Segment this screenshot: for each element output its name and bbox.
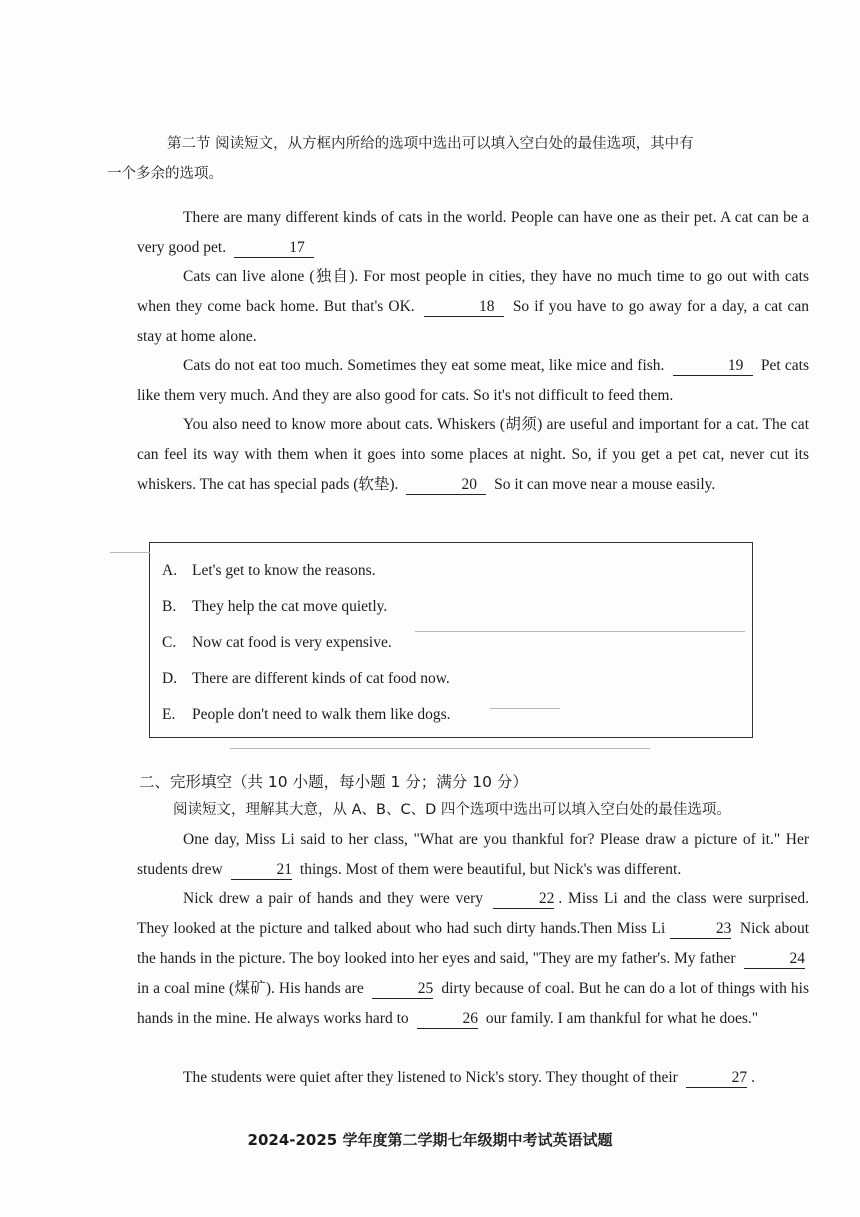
blank-23[interactable]: 23 xyxy=(670,920,732,939)
option-text: Let's get to know the reasons. xyxy=(192,562,376,579)
option-text: Now cat food is very expensive. xyxy=(192,634,392,651)
passage2-p2-f: our family. I am thankful for what he does." xyxy=(485,1010,759,1027)
page-footer-title: 2024-2025 学年度第二学期七年级期中考试英语试题 xyxy=(247,1131,613,1149)
option-letter: E. xyxy=(162,706,176,723)
scan-artifact-line xyxy=(490,708,560,709)
option-text: People don't need to walk them like dogs. xyxy=(192,706,451,723)
blank-17[interactable]: 17 xyxy=(234,239,314,258)
section-heading-line1: 第二节 阅读短文，从方框内所给的选项中选出可以填入空白处的最佳选项，其中有 xyxy=(167,136,694,152)
passage1-p3-before: Cats do not eat too much. Sometimes they eat some meat, like mice and fish. xyxy=(183,357,665,374)
passage2-p2-e: dirty because of coal. But he can do a lot of things with his hands in the mine. He always works hard to xyxy=(137,980,810,1027)
options-box xyxy=(149,542,753,738)
section-heading-line2: 一个多余的选项。 xyxy=(107,166,223,182)
passage2-p2-b: . Miss Li and the class were surprised. They looked at the picture and talked about who had such dirty hands.Then Miss Li xyxy=(137,890,809,937)
passage2-p1-before: One day, Miss Li said to her class, "What are you thankful for? Please draw a picture of it." Her students drew xyxy=(137,831,809,878)
blank-26[interactable]: 26 xyxy=(417,1010,479,1029)
blank-27[interactable]: 27 xyxy=(686,1069,748,1088)
blank-18[interactable]: 18 xyxy=(424,298,504,317)
passage1-paragraph-1 xyxy=(137,203,809,263)
option-c[interactable] xyxy=(162,632,392,654)
option-b[interactable] xyxy=(162,596,387,618)
passage1-p3-after: Pet cats like them very much. And they are also good for cats. So it's not difficult to feed them. xyxy=(137,357,810,404)
passage2-p2-a: Nick drew a pair of hands and they were very xyxy=(183,890,484,907)
passage1-p1-text: There are many different kinds of cats in the world. People can have one as their pet. A cat can be a very good pet. xyxy=(137,209,809,256)
blank-21[interactable]: 21 xyxy=(231,861,293,880)
option-a[interactable] xyxy=(162,560,376,582)
passage2-paragraph-1 xyxy=(137,825,809,885)
passage2-paragraph-3 xyxy=(137,1063,809,1093)
option-text: There are different kinds of cat food now. xyxy=(192,670,450,687)
passage2-p3-before: The students were quiet after they listened to Nick's story. They thought of their xyxy=(183,1069,678,1086)
scan-artifact-line xyxy=(110,552,150,553)
blank-19[interactable]: 19 xyxy=(673,357,753,376)
blank-25[interactable]: 25 xyxy=(372,980,434,999)
passage2-p2-c: Nick about the hands in the picture. The boy looked into her eyes and said, "They are my father's. My father xyxy=(137,920,809,967)
option-e[interactable] xyxy=(162,704,451,726)
blank-20[interactable]: 20 xyxy=(406,476,486,495)
blank-22[interactable]: 22 xyxy=(493,890,555,909)
passage2-p2-d: in a coal mine (煤矿). His hands are xyxy=(137,980,364,997)
passage2-p1-after: things. Most of them were beautiful, but Nick's was different. xyxy=(299,861,682,878)
blank-24[interactable]: 24 xyxy=(744,950,806,969)
section2-title: 二、完形填空（共 10 小题，每小题 1 分；满分 10 分） xyxy=(139,773,528,791)
passage1-paragraph-2 xyxy=(137,262,809,352)
option-letter: C. xyxy=(162,634,177,651)
section-heading xyxy=(107,129,809,189)
passage2-p3-after: . xyxy=(751,1069,756,1086)
passage1-p4-before: You also need to know more about cats. Whiskers (胡须) are useful and important for a cat. The cat can feel its way with them when it goes into some places at night. So, if you get a pet cat, never cut its whiskers. The cat has special pads (软垫). xyxy=(137,416,809,493)
passage1-paragraph-3 xyxy=(137,351,809,411)
scan-artifact-line xyxy=(230,748,650,749)
passage2-paragraph-2 xyxy=(137,884,809,1034)
option-d[interactable] xyxy=(162,668,450,690)
scan-artifact-line xyxy=(415,631,745,632)
option-letter: D. xyxy=(162,670,178,687)
passage1-p2-before: Cats can live alone (独自). For most people in cities, they have no much time to go out with cats when they come back home. But that's OK. xyxy=(137,268,809,315)
option-letter: A. xyxy=(162,562,178,579)
option-text: They help the cat move quietly. xyxy=(192,598,388,615)
section2-instruction: 阅读短文，理解其大意，从 A、B、C、D 四个选项中选出可以填入空白处的最佳选项。 xyxy=(173,802,731,818)
passage1-p4-after: So it can move near a mouse easily. xyxy=(494,476,716,493)
passage1-p2-after: So if you have to go away for a day, a cat can stay at home alone. xyxy=(137,298,809,345)
passage1-paragraph-4 xyxy=(137,410,809,500)
option-letter: B. xyxy=(162,598,177,615)
